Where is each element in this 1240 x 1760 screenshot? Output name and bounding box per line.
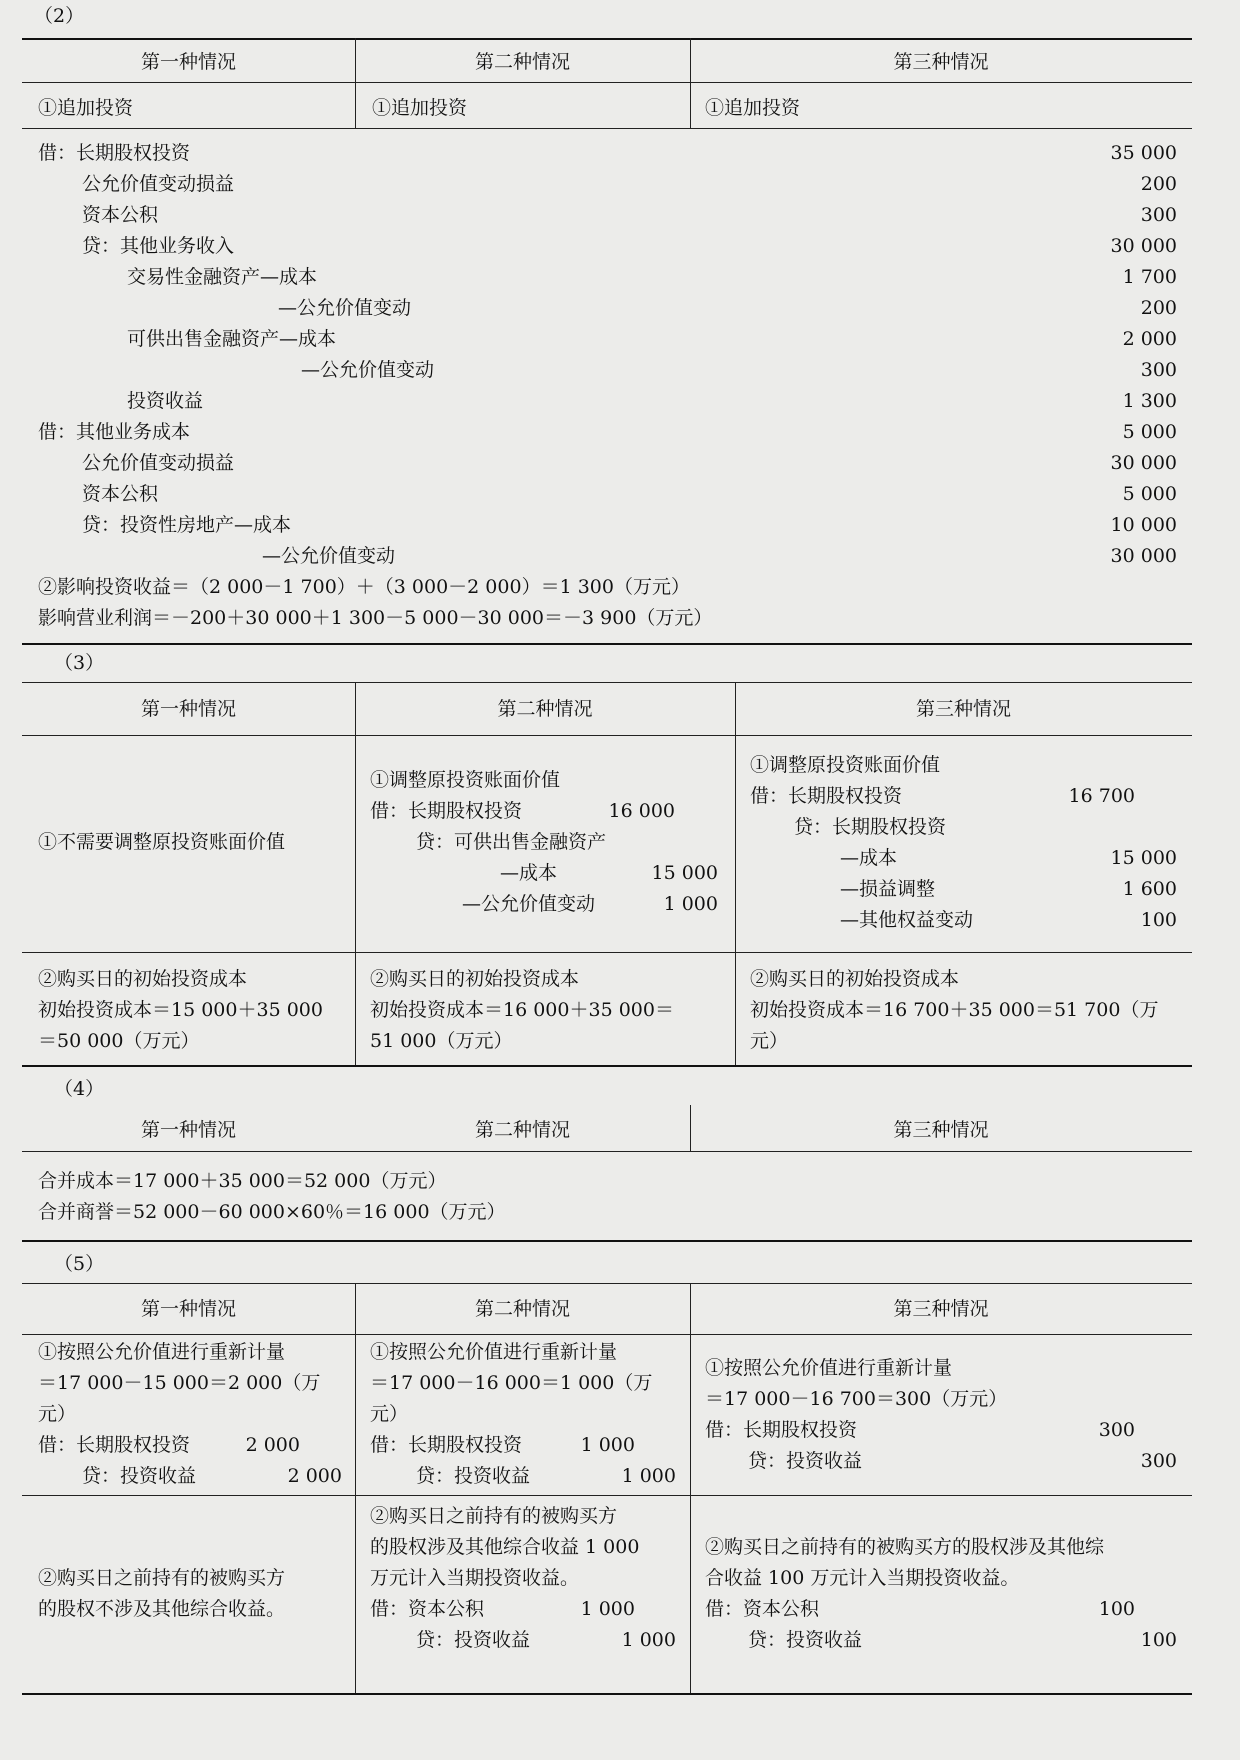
amount: 1 000 [621,1629,676,1651]
amount: 2 000 [1122,328,1177,350]
cell-text: ①按照公允价值进行重新计量 [705,1357,953,1379]
amount: 1 000 [663,893,718,915]
cell-text: ②购买日之前持有的被购买方 [38,1567,286,1589]
amount: 1 000 [621,1465,676,1487]
cell-text: ①追加投资 [372,97,468,119]
amount: 10 000 [1110,514,1177,536]
section-3-label: （3） [54,652,105,674]
column-divider [735,682,736,1065]
rule [22,38,1192,40]
col-header-3: 第三种情况 [915,698,1011,720]
cell-text: ①按照公允价值进行重新计量 [38,1341,286,1363]
amount: 100 [1140,909,1177,931]
journal-line: —公允价值变动 [278,297,412,319]
journal-line: 贷：投资收益 [748,1450,863,1472]
amount: 200 [1140,297,1177,319]
amount: 5 000 [1122,421,1177,443]
amount: 15 000 [651,862,718,884]
col-header-2: 第二种情况 [474,51,570,73]
journal-line: 贷：可供出售金融资产 [416,831,607,853]
journal-line: ①调整原投资账面价值 [370,769,561,791]
col-header-1: 第一种情况 [140,1298,236,1320]
formula: 影响营业利润＝－200＋30 000＋1 300－5 000－30 000＝－3 900（万元） [38,607,713,629]
amount: 1 300 [1122,390,1177,412]
rule [22,1283,1192,1284]
amount: 16 700 [1068,785,1135,807]
amount: 15 000 [1110,847,1177,869]
rule [22,1693,1192,1695]
journal-line: 借：资本公积 [370,1598,485,1620]
cell-text: 初始投资成本＝16 700＋35 000＝51 700（万 [750,999,1159,1021]
section-2-label: （2） [34,5,85,27]
rule [22,735,1192,736]
rule [22,682,1192,683]
journal-line: 借：其他业务成本 [38,421,191,443]
journal-line: —成本 [500,862,558,884]
col-header-3: 第三种情况 [893,51,989,73]
amount: 1 700 [1122,266,1177,288]
cell-text: ①按照公允价值进行重新计量 [370,1341,618,1363]
rule [22,1334,1192,1335]
journal-line: ①调整原投资账面价值 [750,754,941,776]
journal-line: 借：资本公积 [705,1598,820,1620]
journal-line: 贷：投资收益 [416,1629,531,1651]
cell-text: 元） [370,1403,409,1425]
cell-text: ②购买日之前持有的被购买方 [370,1505,618,1527]
journal-line: 贷：投资收益 [416,1465,531,1487]
journal-line: 公允价值变动损益 [82,452,235,474]
cell-text: 万元计入当期投资收益。 [370,1567,580,1589]
cell-text: 初始投资成本＝15 000＋35 000 [38,999,323,1021]
journal-line: 借：长期股权投资 [38,142,191,164]
rule [22,128,1192,129]
cell-text: 合收益 100 万元计入当期投资收益。 [705,1567,1020,1589]
journal-line: 贷：其他业务收入 [82,235,235,257]
journal-line: 投资收益 [127,390,204,412]
amount: 1 000 [580,1434,635,1456]
amount: 1 000 [580,1598,635,1620]
amount: 100 [1098,1598,1135,1620]
amount: 30 000 [1110,452,1177,474]
journal-line: —成本 [840,847,898,869]
amount: 300 [1140,1450,1177,1472]
section-4-label: （4） [54,1078,105,1100]
journal-line: 借：长期股权投资 [370,800,523,822]
journal-line: 贷：投资性房地产—成本 [82,514,292,536]
cell-text: 51 000（万元） [370,1030,513,1052]
col-header-1: 第一种情况 [140,1119,236,1141]
cell-text: ②购买日之前持有的被购买方的股权涉及其他综 [705,1536,1105,1558]
amount: 30 000 [1110,235,1177,257]
journal-line: —公允价值变动 [262,545,396,567]
col-header-3: 第三种情况 [893,1119,989,1141]
journal-line: 贷：投资收益 [748,1629,863,1651]
col-header-1: 第一种情况 [140,698,236,720]
col-header-1: 第一种情况 [140,51,236,73]
journal-line: —公允价值变动 [301,359,435,381]
rule [22,1151,1192,1152]
amount: 2 000 [245,1434,300,1456]
amount: 5 000 [1122,483,1177,505]
rule [22,1495,1192,1496]
journal-line: 借：长期股权投资 [750,785,903,807]
column-divider [355,1283,356,1693]
column-divider [355,682,356,1065]
journal-line: 借：长期股权投资 [370,1434,523,1456]
amount: 2 000 [287,1465,342,1487]
col-header-2: 第二种情况 [497,698,593,720]
journal-line: 资本公积 [82,483,159,505]
cell-text: ＝17 000－16 700＝300（万元） [705,1388,1008,1410]
journal-line: 借：长期股权投资 [705,1419,858,1441]
cell-text: ＝50 000（万元） [38,1030,200,1052]
cell-text: 元） [750,1030,789,1052]
journal-line: —其他权益变动 [840,909,974,931]
column-divider [690,1283,691,1693]
amount: 1 600 [1122,878,1177,900]
journal-line: 借：长期股权投资 [38,1434,191,1456]
formula: ②影响投资收益＝（2 000－1 700）＋（3 000－2 000）＝1 300（万元） [38,576,690,598]
cell-text: ①追加投资 [705,97,801,119]
rule [22,952,1192,953]
amount: 300 [1140,359,1177,381]
journal-line: 资本公积 [82,204,159,226]
journal-line: —公允价值变动 [462,893,596,915]
amount: 30 000 [1110,545,1177,567]
cell-text: ①追加投资 [38,97,134,119]
cell-text: ②购买日的初始投资成本 [370,968,580,990]
amount: 16 000 [608,800,675,822]
cell-text: ②购买日的初始投资成本 [38,968,248,990]
journal-line: 公允价值变动损益 [82,173,235,195]
rule [22,82,1192,83]
rule [22,1240,1192,1242]
rule [22,1065,1192,1067]
cell-text: ②购买日的初始投资成本 [750,968,960,990]
cell-text: 初始投资成本＝16 000＋35 000＝ [370,999,674,1021]
formula: 合并成本＝17 000＋35 000＝52 000（万元） [38,1170,447,1192]
journal-line: 可供出售金融资产—成本 [127,328,337,350]
amount: 100 [1140,1629,1177,1651]
journal-line: 贷：长期股权投资 [794,816,947,838]
cell-text: 的股权涉及其他综合收益 1 000 [370,1536,640,1558]
formula: 合并商誉＝52 000－60 000×60％＝16 000（万元） [38,1201,506,1223]
col-header-2: 第二种情况 [474,1298,570,1320]
amount: 200 [1140,173,1177,195]
cell-text: ＝17 000－15 000＝2 000（万 [38,1372,321,1394]
amount: 300 [1098,1419,1135,1441]
amount: 300 [1140,204,1177,226]
cell-text: 元） [38,1403,77,1425]
section-5-label: （5） [54,1253,105,1275]
journal-line: —损益调整 [840,878,936,900]
journal-line: 交易性金融资产—成本 [127,266,318,288]
amount: 35 000 [1110,142,1177,164]
cell-text: 的股权不涉及其他综合收益。 [38,1598,286,1620]
col-header-2: 第二种情况 [474,1119,570,1141]
rule [22,643,1192,645]
col-header-3: 第三种情况 [893,1298,989,1320]
cell-text: ＝17 000－16 000＝1 000（万 [370,1372,653,1394]
journal-line: 贷：投资收益 [82,1465,197,1487]
cell-text: ①不需要调整原投资账面价值 [38,831,286,853]
